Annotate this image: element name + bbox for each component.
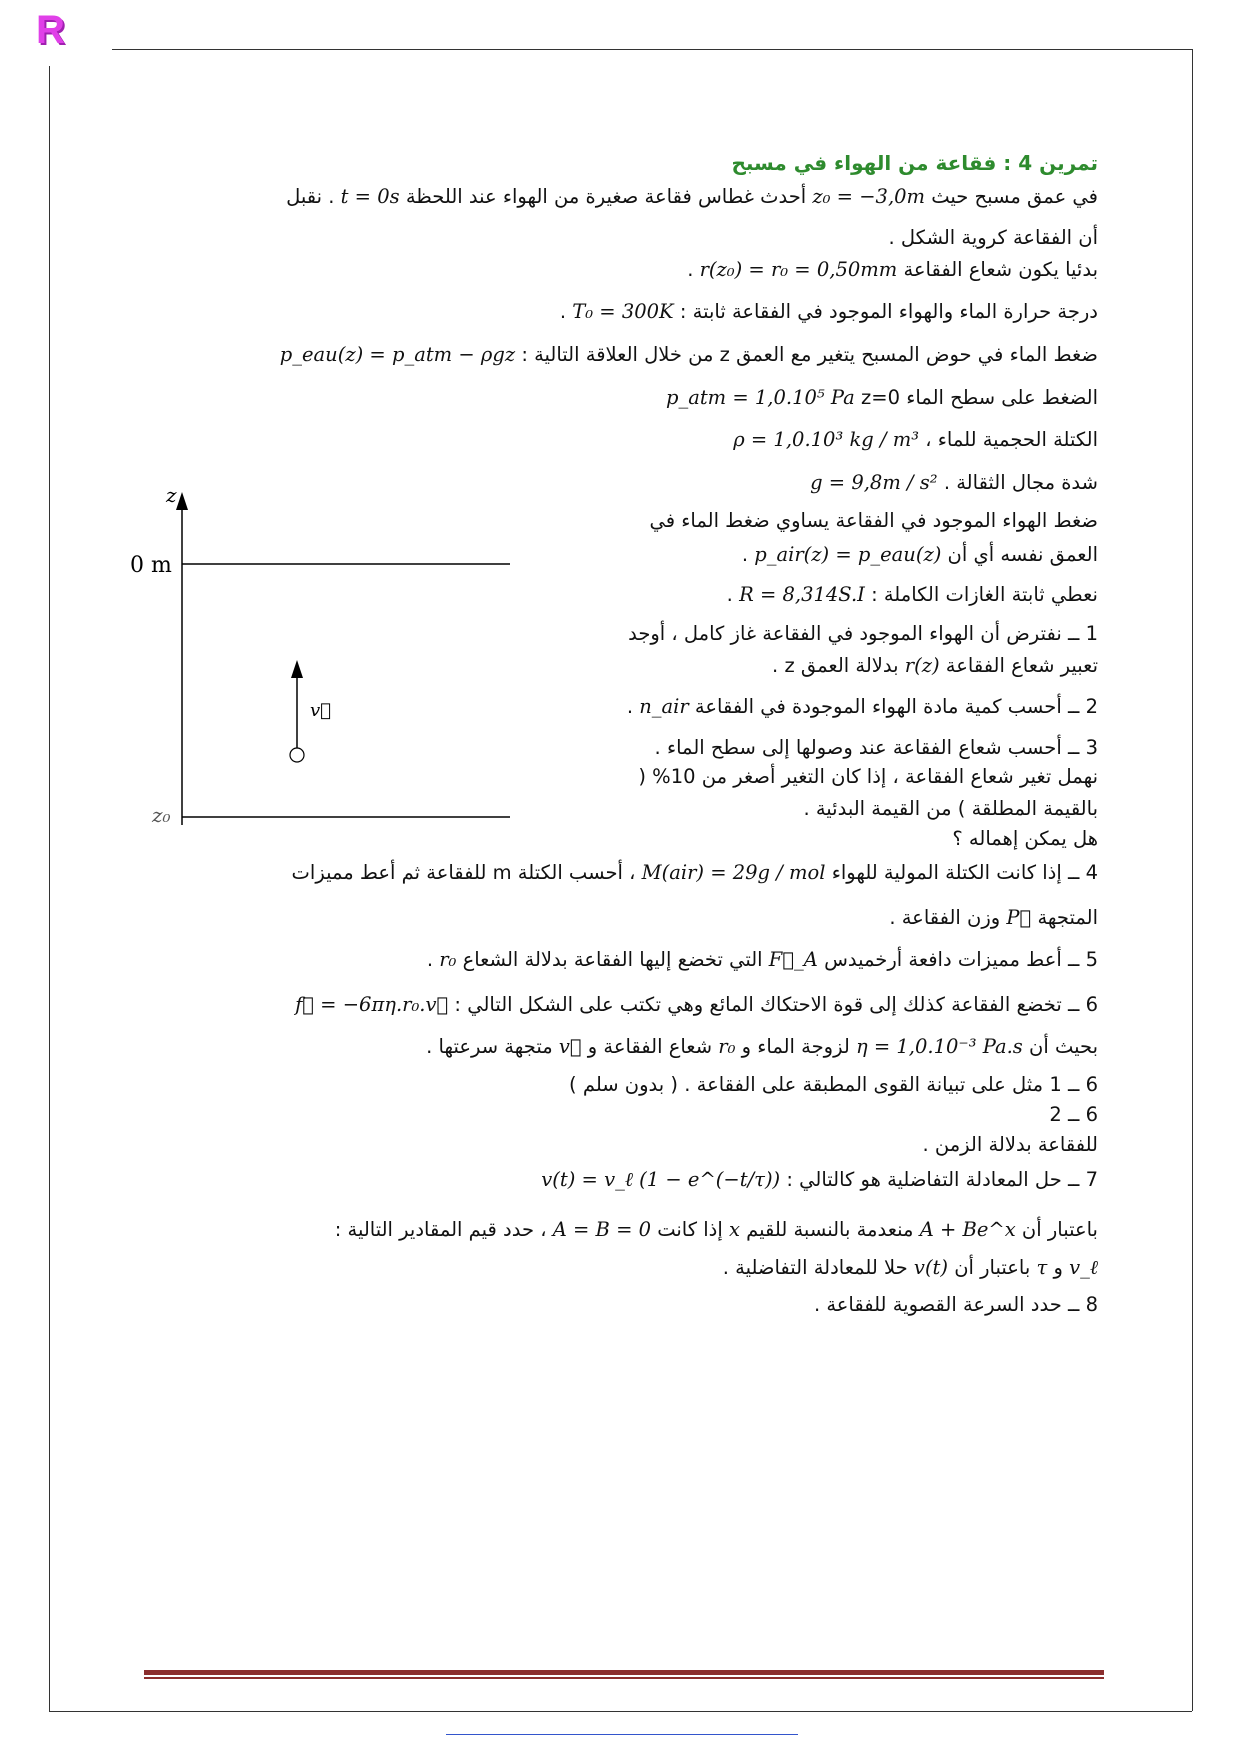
question-3b: نهمل تغير شعاع الفقاعة ، إذا كان التغير أصغر من 10% ( bbox=[638, 765, 1098, 788]
question-6b: بحيث أن η = 1,0.10⁻³ Pa.s لزوجة الماء و r₀ شعاع الفقاعة و v⃗ متجهة سرعتها . bbox=[426, 1035, 1098, 1058]
math-peau: p_eau(z) = p_atm − ρgz bbox=[279, 343, 516, 366]
bottom-label: z₀ bbox=[152, 803, 171, 827]
line-4: درجة حرارة الماء والهواء الموجود في الفقاعة ثابتة : T₀ = 300K . bbox=[559, 300, 1098, 323]
question-3c: بالقيمة المطلقة ) من القيمة البدئية . bbox=[803, 797, 1098, 820]
math-T0: T₀ = 300K bbox=[572, 300, 674, 323]
z-axis-label: z bbox=[166, 483, 177, 507]
bubble bbox=[290, 748, 304, 762]
math-AB0: A = B = 0 bbox=[552, 1218, 652, 1241]
math-pair: p_air(z) = p_eau(z) bbox=[754, 543, 942, 566]
question-7b: باعتبار أن A + Be^x منعدمة بالنسبة للقيم x إذا كانت A = B = 0 ، حدد قيم المقادير التالية : bbox=[334, 1218, 1098, 1241]
page-border-top bbox=[112, 49, 1192, 50]
math-rho: ρ = 1,0.10³ kg / m³ bbox=[733, 428, 920, 451]
line-11: نعطي ثابتة الغازات الكاملة : R = 8,314S.I . bbox=[726, 583, 1098, 606]
line-7: الكتلة الحجمية للماء ، ρ = 1,0.10³ kg / m³ bbox=[733, 428, 1098, 451]
line-5: ضغط الماء في حوض المسبح يتغير مع العمق z من خلال العلاقة التالية : p_eau(z) = p_atm − ρgz bbox=[279, 343, 1098, 366]
line-2: أن الفقاعة كروية الشكل . bbox=[888, 226, 1098, 249]
z-axis-arrowhead bbox=[176, 492, 188, 510]
question-6-2: 6 ــ 2 bbox=[1049, 1103, 1098, 1126]
question-7a: 7 ــ حل المعادلة التفاضلية هو كالتالي : v(t) = v_ℓ (1 − e^(−t/τ)) bbox=[541, 1168, 1098, 1191]
math-tau: τ bbox=[1036, 1256, 1048, 1279]
math-z0: z₀ = −3,0m bbox=[812, 185, 926, 208]
page-border-right bbox=[1192, 49, 1193, 1711]
page-border-bottom bbox=[49, 1711, 1192, 1712]
question-6-2b: للفقاعة بدلالة الزمن . bbox=[922, 1133, 1098, 1156]
surface-label: 0 m bbox=[130, 553, 172, 578]
velocity-arrowhead bbox=[291, 660, 303, 678]
question-3a: 3 ــ أحسب شعاع الفقاعة عند وصولها إلى سطح الماء . bbox=[654, 736, 1098, 759]
line-8: شدة مجال الثقالة . g = 9,8m / s² bbox=[810, 471, 1098, 494]
math-P: P⃗ bbox=[1006, 906, 1032, 929]
question-7c: v_ℓ و τ باعتبار أن v(t) حلا للمعادلة التفاضلية . bbox=[722, 1256, 1098, 1279]
math-vt: v(t) = v_ℓ (1 − e^(−t/τ)) bbox=[541, 1168, 781, 1191]
velocity-label: v⃗ bbox=[310, 700, 331, 721]
footer-link-underline[interactable] bbox=[446, 1734, 798, 1735]
math-x: x bbox=[728, 1218, 740, 1241]
exercise-title: تمرين 4 : فقاعة من الهواء في مسبح bbox=[731, 151, 1098, 175]
math-r0-short: r₀ bbox=[439, 948, 457, 971]
math-r0-2: r₀ bbox=[718, 1035, 736, 1058]
page-border-left bbox=[49, 66, 50, 1711]
math-vtt: v(t) bbox=[913, 1256, 948, 1279]
question-1a: 1 ــ نفترض أن الهواء الموجود في الفقاعة غاز كامل ، أوجد bbox=[628, 622, 1098, 645]
pool-diagram bbox=[120, 480, 520, 840]
math-FA: F⃗_A bbox=[768, 948, 818, 971]
footer-bar-thick bbox=[144, 1670, 1104, 1675]
question-4b: المتجهة P⃗ وزن الفقاعة . bbox=[889, 906, 1098, 929]
logo: R bbox=[36, 8, 65, 52]
question-5: 5 ــ أعط مميزات دافعة أرخميدس F⃗_A التي تخضع إليها الفقاعة بدلالة الشعاع r₀ . bbox=[426, 948, 1098, 971]
math-r0: r(z₀) = r₀ = 0,50mm bbox=[699, 258, 898, 281]
math-g: g = 9,8m / s² bbox=[810, 471, 938, 494]
question-2: 2 ــ أحسب كمية مادة الهواء الموجودة في الفقاعة n_air . bbox=[626, 695, 1098, 718]
question-4a: 4 ــ إذا كانت الكتلة المولية للهواء M(air) = 29g / mol ، أحسب الكتلة m للفقاعة ثم أعط مميزات bbox=[291, 861, 1098, 884]
math-ABe: A + Be^x bbox=[919, 1218, 1016, 1241]
line-9: ضغط الهواء الموجود في الفقاعة يساوي ضغط الماء في bbox=[649, 509, 1098, 532]
line-3: بدئيا يكون شعاع الفقاعة r(z₀) = r₀ = 0,50mm . bbox=[687, 258, 1098, 281]
math-R: R = 8,314S.I bbox=[739, 583, 865, 606]
math-M: M(air) = 29g / mol bbox=[641, 861, 826, 884]
line-10: العمق نفسه أي أن p_air(z) = p_eau(z) . bbox=[741, 543, 1098, 566]
question-6-1: 6 ــ 1 مثل على تبيانة القوى المطبقة على الفقاعة . ( بدون سلم ) bbox=[569, 1073, 1098, 1096]
math-f: f⃗ = −6πη.r₀.v⃗ bbox=[295, 993, 449, 1016]
line-6: الضغط على سطح الماء z=0 p_atm = 1,0.10⁵ Pa bbox=[665, 386, 1098, 409]
footer-bar-thin bbox=[144, 1677, 1104, 1679]
question-1b: تعبير شعاع الفقاعة r(z) بدلالة العمق z . bbox=[772, 654, 1098, 677]
question-8: 8 ــ حدد السرعة القصوية للفقاعة . bbox=[813, 1293, 1098, 1316]
question-6a: 6 ــ تخضع الفقاعة كذلك إلى قوة الاحتكاك المائع وهي تكتب على الشكل التالي : f⃗ = −6πη.r₀.v⃗ bbox=[295, 993, 1098, 1016]
math-t0: t = 0s bbox=[340, 185, 400, 208]
math-patm: p_atm = 1,0.10⁵ Pa bbox=[665, 386, 855, 409]
line-1: في عمق مسبح حيث z₀ = −3,0m أحدث غطاس فقاعة صغيرة من الهواء عند اللحظة t = 0s . نقبل bbox=[286, 185, 1098, 208]
math-nair: n_air bbox=[639, 695, 689, 718]
math-vl: v_ℓ bbox=[1069, 1256, 1098, 1279]
math-rz: r(z) bbox=[904, 654, 940, 677]
math-eta: η = 1,0.10⁻³ Pa.s bbox=[855, 1035, 1023, 1058]
question-3d: هل يمكن إهماله ؟ bbox=[952, 827, 1098, 850]
math-v: v⃗ bbox=[558, 1035, 582, 1058]
